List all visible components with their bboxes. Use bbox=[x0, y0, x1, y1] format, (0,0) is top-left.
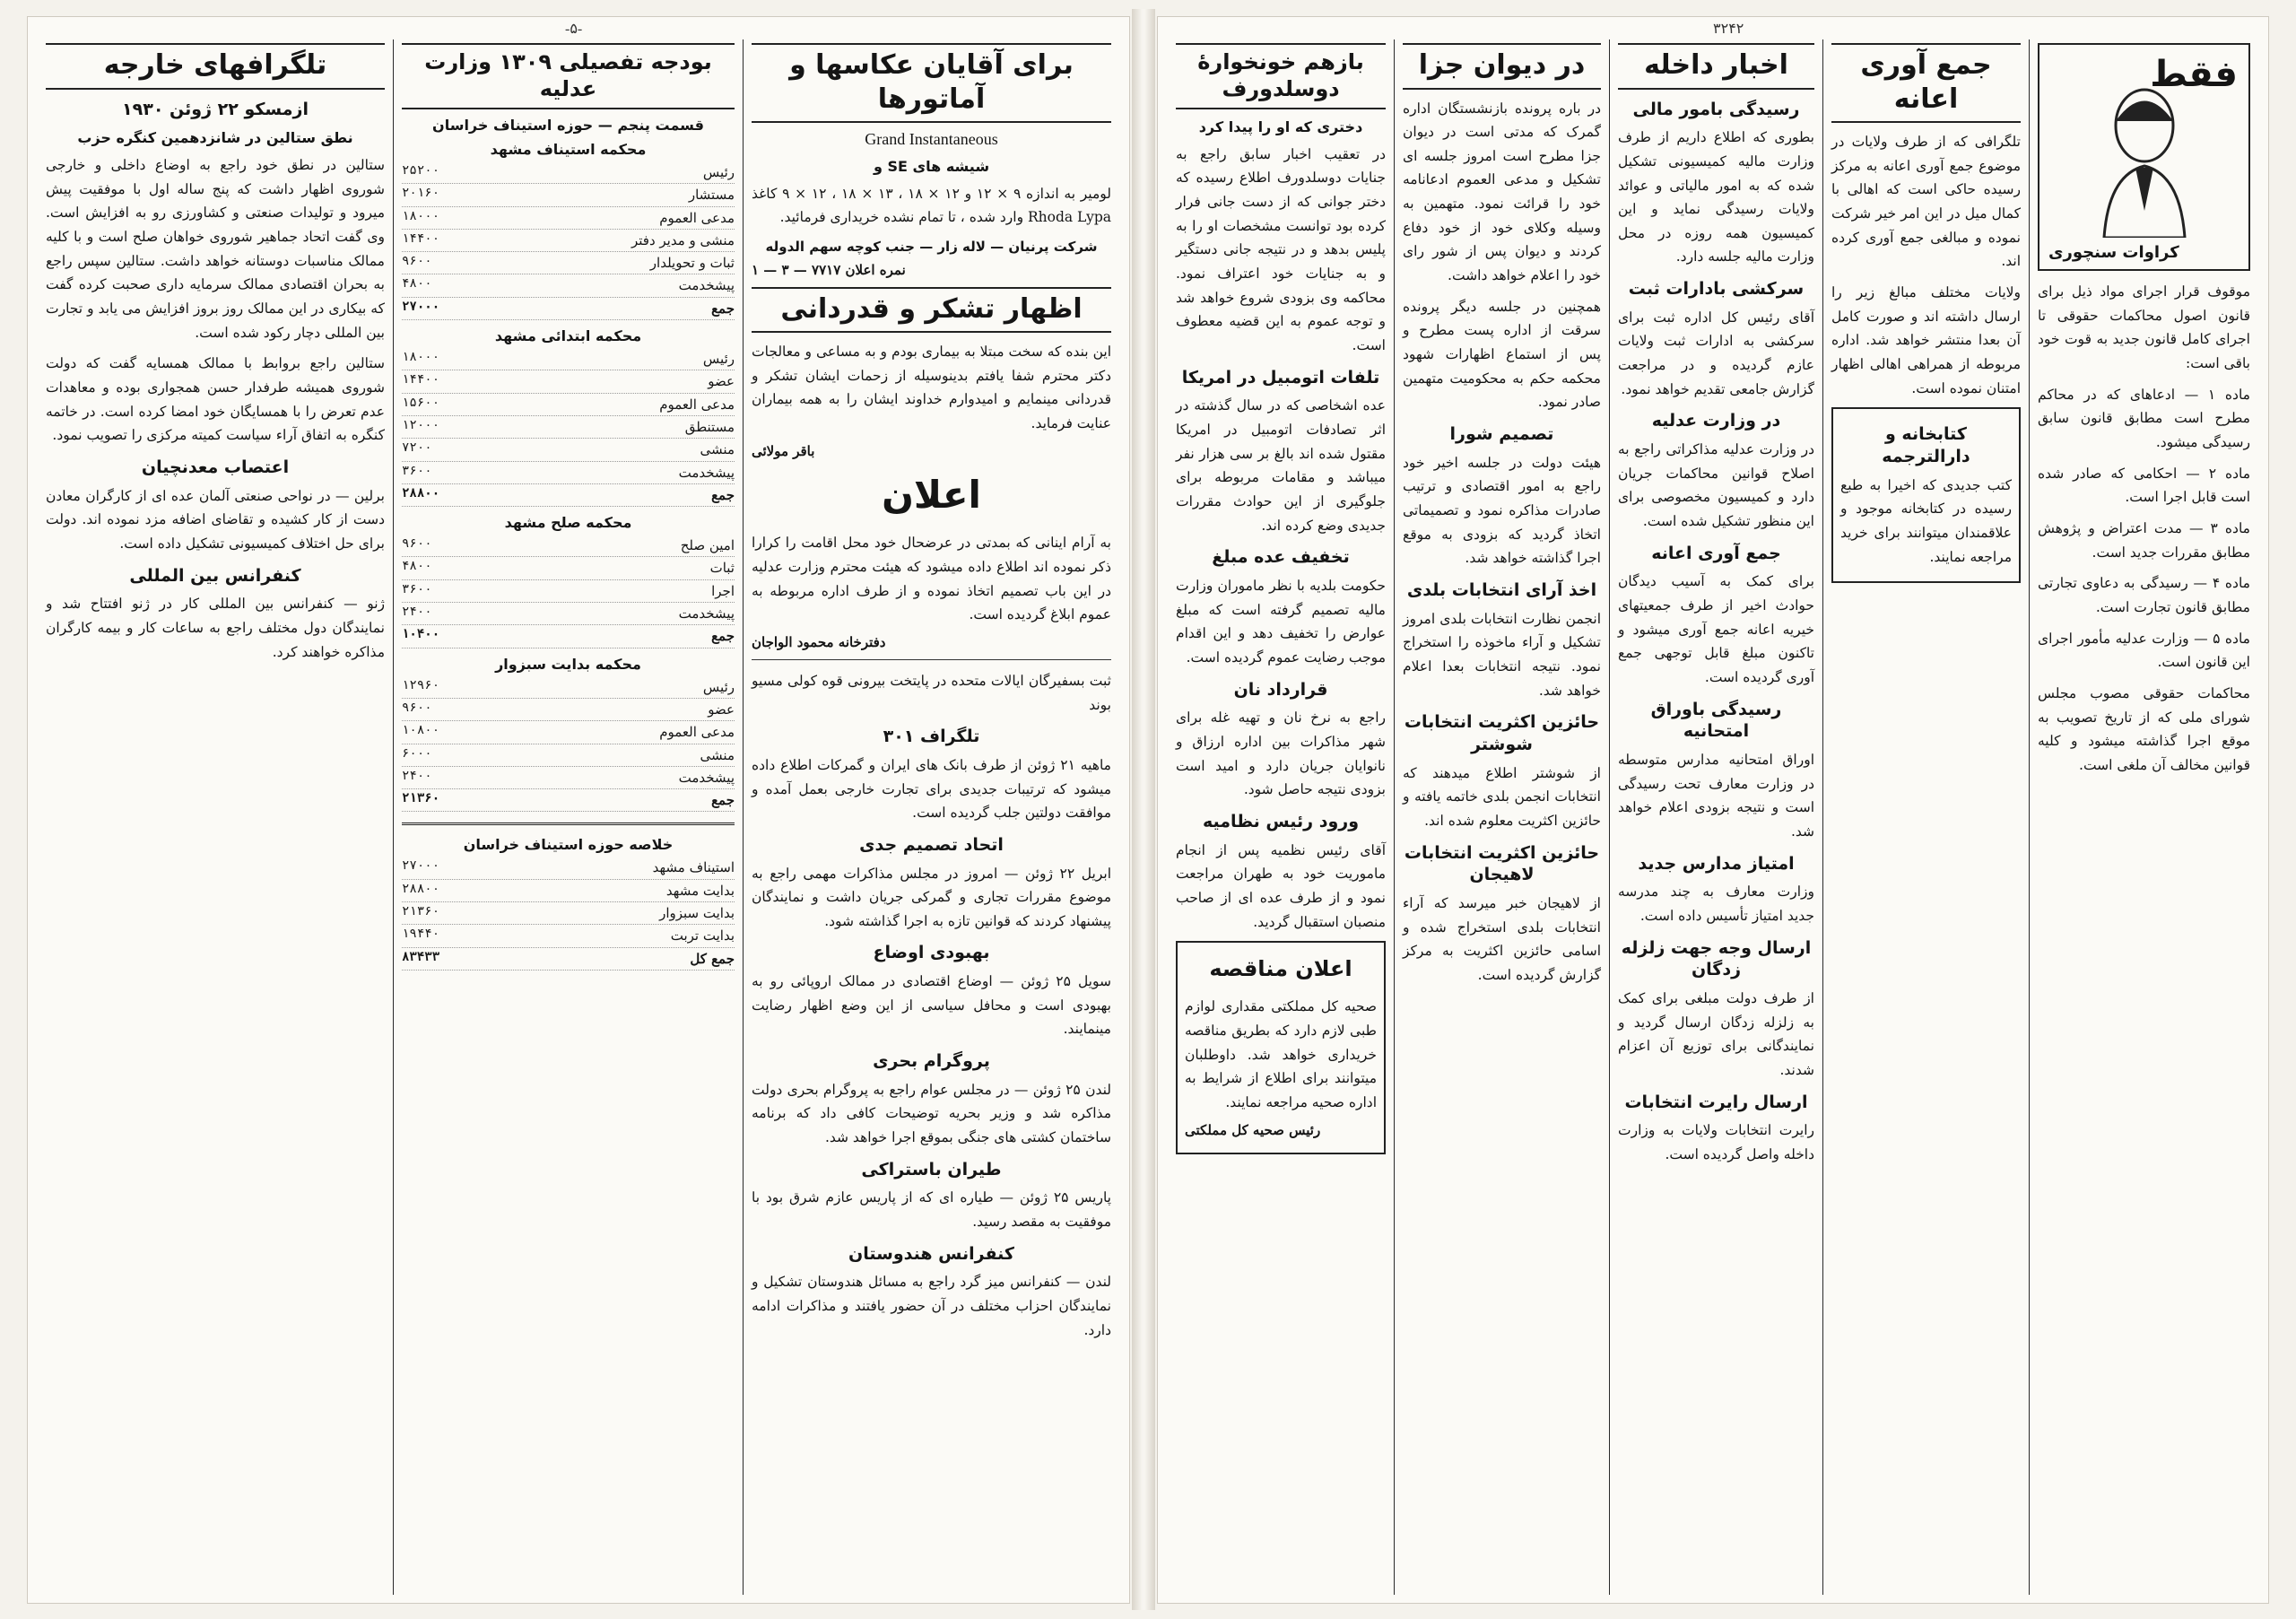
section-heading: جمع آوری اعانه bbox=[1651, 543, 1781, 563]
row-label: اجرا bbox=[711, 582, 735, 599]
table-row bbox=[402, 439, 735, 461]
news-text: بطوری که اطلاع داریم از طرف وزارت مالیه کمیسیونی تشکیل شده که به امور مالیاتی و عوائد ولایات رسیدگی نماید و این کمیسیون همه روزه در محل وزارت مالیه جلسه دارد. bbox=[1618, 129, 1814, 265]
page-number: ۳۲۴۲ bbox=[1713, 22, 1744, 37]
law-article: ماده ۱ — ادعاهای که در محاکم مطرح است مطابق قانون سابق رسیدگی میشود. bbox=[2038, 386, 2250, 450]
notice-box bbox=[1831, 407, 2021, 583]
tender-text: صحیه کل مملکتی مقداری لوازم طبی لازم دارد که بطریق مناقصه خریداری خواهد شد. داوطلبان میتوانند برای اطلاع از شرایط به اداره صحیه مراجعه نمایند. bbox=[1185, 998, 1377, 1110]
tender-headline: اعلان مناقصه bbox=[1209, 956, 1352, 982]
domestic-headline: اخبار داخله bbox=[1618, 43, 1814, 90]
section-heading: اتحاد تصمیم جدی bbox=[859, 834, 1004, 855]
thanks-text: این بنده که سخت مبتلا به بیماری بودم و به مساعی و معالجات دکتر محترم شفا یافتم بدینوسیله از زحمات ایشان تشکر و قدردانی مینمایم و امیدوارم خداوند ایشان را به همه بیماران عنایت فرماید. bbox=[752, 344, 1111, 432]
table-row bbox=[402, 462, 735, 484]
logo-text: فقط bbox=[2150, 54, 2238, 95]
news-text: در تعقیب اخبار سابق راجع به جنایات دوسلدورف اطلاع رسیده که دختر جوانی که از دست جانی فرار کرده بود توانست مشخصات او را به پلیس بدهد و در نتیجه جانی دستگیر و به جنایات خود اعتراف نمود. محاکمه وی بزودی شروع خواهد شد و توجه عموم به این قضیه معطوف است. bbox=[1176, 145, 1386, 354]
row-value: ۲۴۰۰ bbox=[402, 769, 432, 784]
row-label: بدایت تربت bbox=[670, 927, 735, 944]
news-text: از لاهیجان خبر میرسد که آراء انتخابات بلدی استخراج شده و اسامی حائزین اکثریت به مرکز گزارش گردیده است. bbox=[1403, 895, 1601, 983]
notice-text: به آرام اینانی که بمدتی در عرضحال خود محل اقامت را کرارا ذکر نموده اند اطلاع داده میشود که هیئت محترم وزارت عدلیه در این باب تصمیم اتخاذ نموده و از طرف اداره مربوطه به عموم ابلاغ گردیده است. bbox=[752, 535, 1111, 623]
row-label: امین صلح bbox=[680, 537, 735, 554]
page-number: -۵- bbox=[565, 22, 583, 37]
news-text: ستالین در نطق خود راجع به اوضاع داخلی و خارجی شوروی اظهار داشت که پنج ساله اول با موفقیت پیش میرود و تولیدات صنعتی و کشاورزی رو به افزایش است. وی گفت اتحاد جماهیر شوروی خواهان صلح است و با کلیه ممالک مناسبات دوستانه خواهد داشت. ستالین سپس راجع به بحران اقتصادی ممالک سرمایه داری صحبت کرده گفت که بیکاری در این ممالک روز بروز افزایش می یابد و تجارت بین المللی دچار رکود شده است. bbox=[46, 156, 385, 341]
row-value: ۴۸۰۰ bbox=[402, 277, 432, 292]
section-heading: اخذ آرای انتخابات بلدی bbox=[1406, 580, 1597, 600]
row-label: پیشخدمت bbox=[678, 464, 735, 481]
news-text: لندن — کنفرانس میز گرد راجع به مسائل هندوستان تشکیل و نمایندگان احزاب مختلف در آن حضور یافتند و مذاکرات ادامه دارد. bbox=[752, 1274, 1111, 1338]
row-value: ۱۹۴۴۰ bbox=[402, 927, 440, 943]
row-value: ۱۸۰۰۰ bbox=[402, 209, 440, 224]
table-title: محکمه استیناف مشهد bbox=[490, 141, 647, 158]
news-text: تلگرافی که از طرف ولایات در موضوع جمع آوری اعانه به مرکز رسیده حاکی است که اهالی با کمال میل در این امر خیر شرکت نموده و مبالغی جمع آوری کرده اند. bbox=[1831, 134, 2021, 270]
news-text: وزارت معارف به چند مدرسه جدید امتیاز تأسیس داده است. bbox=[1618, 883, 1814, 925]
row-label: پیشخدمت bbox=[678, 605, 735, 622]
ad-headline: برای آقایان عکاسها و آماتورها bbox=[752, 43, 1111, 123]
row-label: رئیس bbox=[702, 351, 735, 368]
news-text: عده اشخاصی که در سال گذشته در اثر تصادفات اتومبیل در امریکا مقتول شده اند بالغ بر سی هزار نفر میباشد و مقامات مربوطه برای جلوگیری از این حوادث مقررات جدیدی وضع کرده اند. bbox=[1176, 397, 1386, 534]
column-law-articles bbox=[2029, 39, 2258, 1595]
table-row bbox=[402, 416, 735, 439]
summary-title: خلاصه حوزه استیناف خراسان bbox=[463, 836, 674, 854]
table-title: محکمه ابتدائی مشهد bbox=[494, 327, 642, 345]
section-heading: ارسال وجه جهت زلزله زدگان bbox=[1621, 937, 1812, 980]
table-row bbox=[402, 274, 735, 297]
row-label: مستشار bbox=[688, 187, 735, 204]
page-gutter bbox=[1132, 9, 1155, 1610]
section-heading: کتابخانه و دارالترجمه bbox=[1882, 424, 1970, 466]
notice-signature: دفترخانه محمود الواجان bbox=[752, 633, 886, 650]
law-article: ماده ۴ — رسیدگی به دعاوی تجارتی مطابق قانون تجارت است. bbox=[2038, 575, 2250, 615]
table-row bbox=[402, 603, 735, 625]
table-row bbox=[402, 161, 735, 184]
law-article: ماده ۳ — مدت اعتراض و پژوهش مطابق مقررات جدید است. bbox=[2038, 519, 2250, 561]
section-heading: پروگرام بحری bbox=[873, 1051, 990, 1072]
summary-table bbox=[402, 857, 735, 947]
section-heading: تصمیم شورا bbox=[1449, 424, 1554, 445]
row-label: استیناف مشهد bbox=[652, 859, 735, 876]
ad-product-latin: Grand Instantaneous bbox=[865, 130, 998, 148]
table-row bbox=[402, 902, 735, 925]
summary-total-row: جمع کل ۸۳۴۳۳ bbox=[402, 948, 735, 971]
law-article: ماده ۲ — احکامی که صادر شده است قابل اجرا است. bbox=[2038, 465, 2250, 506]
section-heading: رسیدگی بامور مالی bbox=[1632, 99, 1800, 119]
dusseldorf-subheadline: دختری که او را پیدا کرد bbox=[1198, 118, 1363, 135]
news-text: آقای رئیس کل اداره ثبت برای سرکشی به ادارات ثبت ولایات عازم گردیده و در مراجعت گزارش جامعی تقدیم خواهد نمود. bbox=[1618, 309, 1814, 397]
ad-number: نمره اعلان ۷۷۱۷ — ۳ — ۱ bbox=[752, 261, 906, 278]
news-text: هیئت دولت در جلسه اخیر خود راجع به امور اقتصادی و ترتیب صادرات مذاکره نمود و تصمیماتی اتخاذ گردید که بزودی به موقع اجرا گذاشته خواهد شد. bbox=[1403, 454, 1601, 567]
table-row bbox=[402, 676, 735, 699]
row-value: ۲۱۳۶۰ bbox=[402, 905, 440, 920]
row-value: ۶۰۰۰ bbox=[402, 746, 432, 762]
donations-headline: جمع آوری اعانه bbox=[1831, 43, 2021, 123]
row-value: ۲۰۱۶۰ bbox=[402, 187, 440, 202]
law-articles-list bbox=[2038, 383, 2250, 675]
court-headline: در دیوان جزا bbox=[1403, 43, 1601, 90]
row-label: ثبات bbox=[709, 560, 735, 577]
section-heading: ارسال رایرت انتخابات bbox=[1624, 1092, 1808, 1112]
column-dusseldorf bbox=[1168, 39, 1394, 1595]
row-value: ۱۰۸۰۰ bbox=[402, 724, 440, 739]
table-row bbox=[402, 880, 735, 902]
column-domestic-news bbox=[1609, 39, 1822, 1595]
row-label: مستنطق bbox=[684, 418, 735, 435]
table-total-row: جمع ۱۰۴۰۰ bbox=[402, 625, 735, 648]
row-value: ۴۸۰۰ bbox=[402, 560, 432, 575]
row-value: ۱۵۶۰۰ bbox=[402, 396, 440, 411]
law-intro: موقوف قرار اجرای مواد ذیل برای قانون اصول محاکمات حقوقی تا اجرای کامل قانون جدید به قوت خود باقی است: bbox=[2038, 283, 2250, 371]
dusseldorf-headline: بازهم خونخوارۀ دوسلدورف bbox=[1176, 43, 1386, 109]
table-row bbox=[402, 394, 735, 416]
logo-caption: کراوات سنچوری bbox=[2048, 243, 2179, 262]
ad-product-sub: شیشه های SE و bbox=[873, 158, 990, 175]
table-row bbox=[402, 699, 735, 721]
row-label: پیشخدمت bbox=[678, 277, 735, 294]
news-text: همچنین در جلسه دیگر پرونده سرقت از اداره پست مطرح و پس از استماع اظهارات شهود محکمه حکم به محکومیت متهمین صادر نمود. bbox=[1403, 298, 1601, 411]
news-text: برلین — در نواحی صنعتی آلمان عده ای از کارگران معادن دست از کار کشیده و تقاضای اضافه مزد نموده اند. دولت برای حل اختلاف کمیسیونی تشکیل داده است. bbox=[46, 487, 385, 552]
row-label: مدعی العموم bbox=[659, 396, 735, 413]
row-label: منشی و مدیر دفتر bbox=[631, 231, 735, 248]
table-row bbox=[402, 230, 735, 252]
advertisement-logo bbox=[2038, 43, 2250, 271]
budget-table bbox=[402, 535, 735, 625]
table-row bbox=[402, 348, 735, 370]
table-row bbox=[402, 925, 735, 947]
row-label: رئیس bbox=[702, 678, 735, 695]
row-label: پیشخدمت bbox=[678, 769, 735, 786]
table-row bbox=[402, 721, 735, 744]
row-value: ۱۸۰۰۰ bbox=[402, 351, 440, 366]
table-row bbox=[402, 767, 735, 789]
news-text: سویل ۲۵ ژوئن — اوضاع اقتصادی در ممالک اروپائی رو به بهبودی است و محافل سیاسی از این وضع اظهار رضایت مینمایند. bbox=[752, 973, 1111, 1038]
row-value: ۱۴۴۰۰ bbox=[402, 373, 440, 388]
news-text: ماهیه ۲۱ ژوئن از طرف بانک های ایران و گمرکات اطلاع داده میشود که ترتیبات جدیدی برای تجارت خارجی بعمل آمده و موافقت دولتین جلب گردیده است. bbox=[752, 756, 1111, 822]
section-heading: حائزین اکثریت انتخابات شوشتر bbox=[1404, 712, 1600, 754]
row-value: ۱۲۰۰۰ bbox=[402, 418, 440, 433]
news-text: در وزارت عدلیه مذاکراتی راجع به اصلاح قوانین محاکمات جریان دارد و کمیسیون مخصوصی برای این منظور تشکیل شده است. bbox=[1618, 441, 1814, 530]
table-row bbox=[402, 184, 735, 206]
section-heading: امتیاز مدارس جدید bbox=[1638, 853, 1795, 874]
section-heading: کنفرانس بین المللی bbox=[129, 565, 301, 586]
row-value: ۳۶۰۰ bbox=[402, 582, 432, 597]
section-heading: تخفیف عده مبلغ bbox=[1212, 547, 1350, 568]
news-text: انجمن نظارت انتخابات بلدی امروز تشکیل و آراء ماخوذه را استخراج نمود. نتیجه انتخابات بعدا اعلام خواهد شد. bbox=[1403, 610, 1601, 699]
section-heading: بهبودی اوضاع bbox=[873, 943, 990, 963]
notice-text: کتب جدیدی که اخیرا به طبع رسیده در کتابخانه موجود و علاقمندان میتوانند برای خرید مراجعه نمایند. bbox=[1840, 476, 2012, 565]
section-heading: در وزارت عدلیه bbox=[1651, 411, 1781, 431]
table-row bbox=[402, 580, 735, 603]
row-value: ۲۴۰۰ bbox=[402, 605, 432, 621]
row-value: ۳۶۰۰ bbox=[402, 464, 432, 479]
column-criminal-court bbox=[1394, 39, 1609, 1595]
law-article: ماده ۵ — وزارت عدلیه مأمور اجرای این قانون است. bbox=[2038, 630, 2250, 671]
row-value: ۱۲۹۶۰ bbox=[402, 678, 440, 693]
news-text: پاریس ۲۵ ژوئن — طیاره ای که از پاریس عازم شرق بود با موفقیت به مقصد رسید. bbox=[752, 1189, 1111, 1231]
telegrams-headline: تلگرافهای خارجه bbox=[46, 43, 385, 90]
news-text: حکومت بلدیه با نظر ماموران وزارت مالیه تصمیم گرفته است که مبلغ عوارض را تخفیف دهد و این اقدام موجب رضایت عموم گردیده است. bbox=[1176, 578, 1386, 666]
news-text: ولایات مختلف مبالغ زیر را ارسال داشته اند و صورت کامل آن بعدا منتشر خواهد شد. اداره مربوطه از همراهی اهالی اظهار امتنان نموده است. bbox=[1831, 283, 2021, 396]
section-heading: سرکشی بادارات ثبت bbox=[1628, 279, 1805, 300]
section-heading: ازمسکو ۲۲ ژوئن ۱۹۳۰ bbox=[122, 99, 309, 119]
ad-text: لومیر به اندازه ۹ × ۱۲ و ۱۲ × ۱۸ ، ۱۳ × ۱۸ ، ۱۲ × ۹ کاغذ Rhoda Lypa وارد شده ، تا تمام نشده خریداری فرمائید. bbox=[752, 185, 1111, 226]
news-text: ابریل ۲۲ ژوئن — امروز در مجلس مذاکرات مهمی راجع به موضوع مقررات تجاری و گمرکی جریان داشت و نمایندگان پیشنهاد کردند که قوانین تازه به اجرا گذاشته شود. bbox=[752, 865, 1111, 929]
row-value: ۲۷۰۰۰ bbox=[402, 859, 440, 875]
section-heading: حائزین اکثریت انتخابات لاهیجان bbox=[1404, 842, 1600, 885]
section-heading: طیران باستراکی bbox=[861, 1159, 1002, 1179]
row-label: مدعی العموم bbox=[659, 209, 735, 226]
table-row bbox=[402, 252, 735, 274]
budget-table bbox=[402, 676, 735, 789]
table-row bbox=[402, 535, 735, 557]
news-text: راجع به نرخ نان و تهیه غله برای شهر مذاکرات بین اداره ارزاق و نانوایان جریان دارد و امید است بزودی نتیجه حاصل شود. bbox=[1176, 709, 1386, 798]
left-page bbox=[27, 16, 1130, 1604]
table-row bbox=[402, 744, 735, 767]
row-label: عضو bbox=[708, 701, 735, 718]
news-text: ستالین راجع بروابط با ممالک همسایه گفت که دولت شوروی همیشه طرفدار حسن همجواری بوده و معاهدات عدم تعرض را با همسایگان خود امضا کرده است. در خاتمه کنگره به اتفاق آراء سیاست کمیته مرکزی را تصویب نمود. bbox=[46, 355, 385, 444]
row-label: بدایت سبزوار bbox=[659, 905, 735, 922]
section-heading: رسیدگی باوراق امتحانیه bbox=[1650, 699, 1782, 742]
row-label: عضو bbox=[708, 373, 735, 390]
news-text: رایرت انتخابات ولایات به وزارت داخله واصل گردیده است. bbox=[1618, 1122, 1814, 1163]
section-heading: قرارداد نان bbox=[1233, 679, 1328, 700]
table-total-row: جمع ۲۸۸۰۰ bbox=[402, 484, 735, 507]
thanks-signature: باقر مولائی bbox=[752, 442, 815, 459]
news-text: برای کمک به آسیب دیدگان حوادث اخیر از طرف جمعیتهای خیریه اعانه جمع آوری میشود و تاکنون مبلغ قابل توجهی جمع آوری گردیده است. bbox=[1618, 573, 1814, 686]
budget-subheadline: قسمت پنجم — حوزه استیناف خراسان bbox=[432, 117, 704, 134]
row-label: منشی bbox=[700, 441, 735, 458]
column-budget bbox=[393, 39, 743, 1595]
row-label: بدایت مشهد bbox=[665, 882, 735, 899]
table-title: محکمه صلح مشهد bbox=[504, 514, 632, 532]
row-value: ۷۲۰۰ bbox=[402, 441, 432, 457]
budget-headline: بودجه تفصیلی ۱۳۰۹ وزارت عدلیه bbox=[402, 43, 735, 109]
thanks-headline: اظهار تشکر و قدردانی bbox=[752, 287, 1111, 334]
column-donations bbox=[1822, 39, 2029, 1595]
news-text: از طرف دولت مبلغی برای کمک به زلزله زدگان ارسال گردید و نمایندگانی برای توزیع آن اعزام شدند. bbox=[1618, 990, 1814, 1079]
section-subheading: نطق ستالین در شانزدهمین کنگره حزب bbox=[77, 129, 353, 147]
tender-notice-box bbox=[1176, 941, 1386, 1153]
news-text: ژنو — کنفرانس بین المللی کار در ژنو افتتاح شد و نمایندگان دول مختلف راجع به ساعات کار و بیمه کارگران مذاکره خواهند کرد. bbox=[46, 596, 385, 660]
section-heading: اعتصاب معدنچیان bbox=[141, 457, 290, 477]
news-text: در باره پرونده بازنشستگان اداره گمرک که مدتی است در دیوان جزا مطرح است امروز جلسه ای تشکیل و مدعی العموم ادعانامه خود را قرائت نمود. متهمین به وسیله وکلای خود از خود دفاع کردند و دیوان پس از شور رای خود را اعلام خواهد داشت. bbox=[1403, 100, 1601, 284]
row-label: رئیس bbox=[702, 164, 735, 180]
portrait-illustration-icon bbox=[2077, 76, 2212, 238]
right-page bbox=[1157, 16, 2269, 1604]
budget-table bbox=[402, 161, 735, 298]
section-heading: تلگراف ۳۰۱ bbox=[883, 727, 980, 747]
ad-company: شرکت پرنیان — لاله زار — جنب کوچه سهم الدوله bbox=[765, 239, 1098, 256]
table-row bbox=[402, 370, 735, 393]
row-value: ۹۶۰۰ bbox=[402, 537, 432, 553]
row-value: ۹۶۰۰ bbox=[402, 255, 432, 270]
law-text: محاکمات حقوقی مصوب مجلس شورای ملی که از تاریخ تصویب به موقع اجرا گذاشته میشود و کلیه قوانین مخالف آن ملغی است. bbox=[2038, 684, 2250, 773]
row-label: منشی bbox=[700, 746, 735, 763]
table-title: محکمه بدایت سبزوار bbox=[495, 655, 641, 673]
section-heading: کنفرانس هندوستان bbox=[848, 1243, 1014, 1264]
notice-headline: اعلان bbox=[882, 472, 981, 517]
budget-table bbox=[402, 348, 735, 484]
column-ads-news bbox=[743, 39, 1119, 1595]
row-label: مدعی العموم bbox=[659, 724, 735, 741]
news-text: لندن ۲۵ ژوئن — در مجلس عوام راجع به پروگرام بحری دولت مذاکره شد و وزیر بحریه توضیحات کافی داد که برنامه ساختمان کشتی های جنگی بموقع اجرا خواهد شد. bbox=[752, 1081, 1111, 1146]
section-heading: تلفات اتومبیل در امریکا bbox=[1181, 367, 1380, 387]
news-text: آقای رئیس نظمیه پس از انجام ماموریت خود به طهران مراجعت نمود و از طرف عده ای از صاحب منصبان استقبال گردید. bbox=[1176, 841, 1386, 930]
news-item: ثبت بسفیرگان ایالات متحده در پایتخت بیرونی قوه کولی مسیو بوند bbox=[752, 672, 1111, 713]
section-heading: ورود رئیس نظامیه bbox=[1202, 811, 1360, 831]
news-text: از شوشتر اطلاع میدهند که انتخابات انجمن بلدی خاتمه یافته و حائزین اکثریت معلوم شده اند. bbox=[1403, 764, 1601, 829]
table-total-row: جمع ۲۱۳۶۰ bbox=[402, 789, 735, 812]
row-value: ۱۴۴۰۰ bbox=[402, 231, 440, 247]
column-foreign-telegrams bbox=[38, 39, 393, 1595]
table-row bbox=[402, 857, 735, 879]
tender-signature: رئیس صحیه کل مملکتی bbox=[1185, 1121, 1321, 1138]
row-value: ۲۵۲۰۰ bbox=[402, 164, 440, 178]
row-label: ثبات و تحویلدار bbox=[649, 255, 735, 272]
row-value: ۹۶۰۰ bbox=[402, 701, 432, 716]
news-text: اوراق امتحانیه مدارس متوسطه در وزارت معارف تحت رسیدگی است و نتیجه بزودی اعلام خواهد شد. bbox=[1618, 752, 1814, 840]
table-row bbox=[402, 207, 735, 230]
table-row bbox=[402, 557, 735, 579]
table-total-row: جمع ۲۷۰۰۰ bbox=[402, 298, 735, 320]
row-value: ۲۸۸۰۰ bbox=[402, 882, 440, 897]
